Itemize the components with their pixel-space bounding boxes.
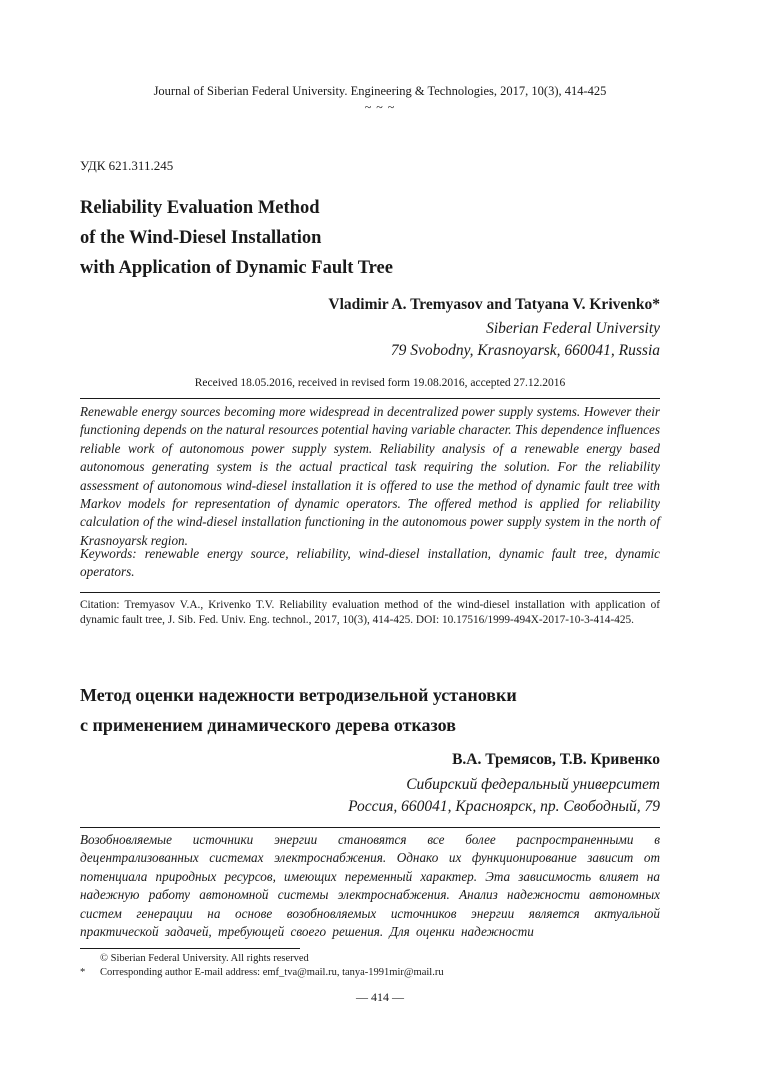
abstract-top-rule xyxy=(80,398,660,399)
keywords-en: Keywords: renewable energy source, reliability, wind-diesel installation, dynamic fault tree, dynamic operators. xyxy=(80,546,660,580)
abstract-ru: Возобновляемые источники энергии становятся все более распространенными в децентрализованных системах электроснабжения. Однако их функционирование зависит от потенциала природных ресурсов, имеющих переменный характер. Эта зависимость влияет на надежную работу автономной системы электроснабжения. Анализ надежности автономных систем генерации на основе возобновляемых источников энергии является актуальной практической задачей, требующей своего решения. Для оценки надежности xyxy=(80,832,660,940)
footnote-copyright xyxy=(80,952,444,966)
page-number: — 414 — xyxy=(356,990,404,1004)
header-ornament: ~ ~ ~ xyxy=(364,100,396,114)
udk-code: УДК 621.311.245 xyxy=(80,158,174,173)
affiliation-en xyxy=(80,318,660,362)
footnote-text: © Siberian Federal University. All rights reserved xyxy=(100,953,309,964)
footnote-mark: * xyxy=(80,967,86,978)
title-line: with Application of Dynamic Fault Tree xyxy=(80,258,393,278)
title-line: Метод оценки надежности ветродизельной установки xyxy=(80,685,517,705)
authors-en: Vladimir A. Tremyasov and Tatyana V. Krivenko* xyxy=(328,296,660,313)
journal-header: Journal of Siberian Federal University. Engineering & Technologies, 2017, 10(3), 414-425 xyxy=(153,84,607,98)
citation-rule xyxy=(80,592,660,593)
citation: Citation: Tremyasov V.A., Krivenko T.V. Reliability evaluation method of the wind-diesel installation with application of dynamic fault tree, J. Sib. Fed. Univ. Eng. technol., 2017, 10(3), 414-425. DOI: 10.17516/1999-494X-2017-10-3-414-425. xyxy=(80,599,660,626)
title-line: of the Wind-Diesel Installation xyxy=(80,228,322,248)
received-dates: Received 18.05.2016, received in revised form 19.08.2016, accepted 27.12.2016 xyxy=(194,377,566,389)
title-line: Reliability Evaluation Method xyxy=(80,198,320,218)
footnote-text: Corresponding author E-mail address: emf_tva@mail.ru, tanya-1991mir@mail.ru xyxy=(100,967,444,978)
abstract-ru-rule xyxy=(80,827,660,828)
affiliation-ru xyxy=(80,774,660,818)
title-line: с применением динамического дерева отказов xyxy=(80,715,456,735)
footnote-rule xyxy=(80,948,300,949)
affiliation-address: 79 Svobodny, Krasnoyarsk, 660041, Russia xyxy=(390,342,660,359)
article-title-en xyxy=(80,193,393,283)
abstract-en: Renewable energy sources becoming more widespread in decentralized power supply systems. However their functioning depends on the natural resources potential having variable character. This dependence influences reliable work of autonomous power supply system. Reliability analysis of a renewable energy based autonomous generating system is the actual practical task requiring the solution. For the reliability assessment of autonomous wind-diesel installation it is offered to use the method of dynamic fault tree with Markov models for representation of dynamic operators. The offered method is applied for reliability calculation of the wind-diesel installation functioning in the autonomous power supply system in the north of Krasnoyarsk region. xyxy=(80,404,660,548)
authors-ru: В.А. Тремясов, Т.В. Кривенко xyxy=(452,751,660,768)
footnotes xyxy=(80,952,444,980)
affiliation-name: Siberian Federal University xyxy=(486,320,660,337)
affiliation-address: Россия, 660041, Красноярск, пр. Свободный, 79 xyxy=(348,798,660,815)
footnote-corresponding xyxy=(80,966,444,980)
affiliation-name: Сибирский федеральный университет xyxy=(406,776,660,793)
article-title-ru xyxy=(80,680,517,740)
